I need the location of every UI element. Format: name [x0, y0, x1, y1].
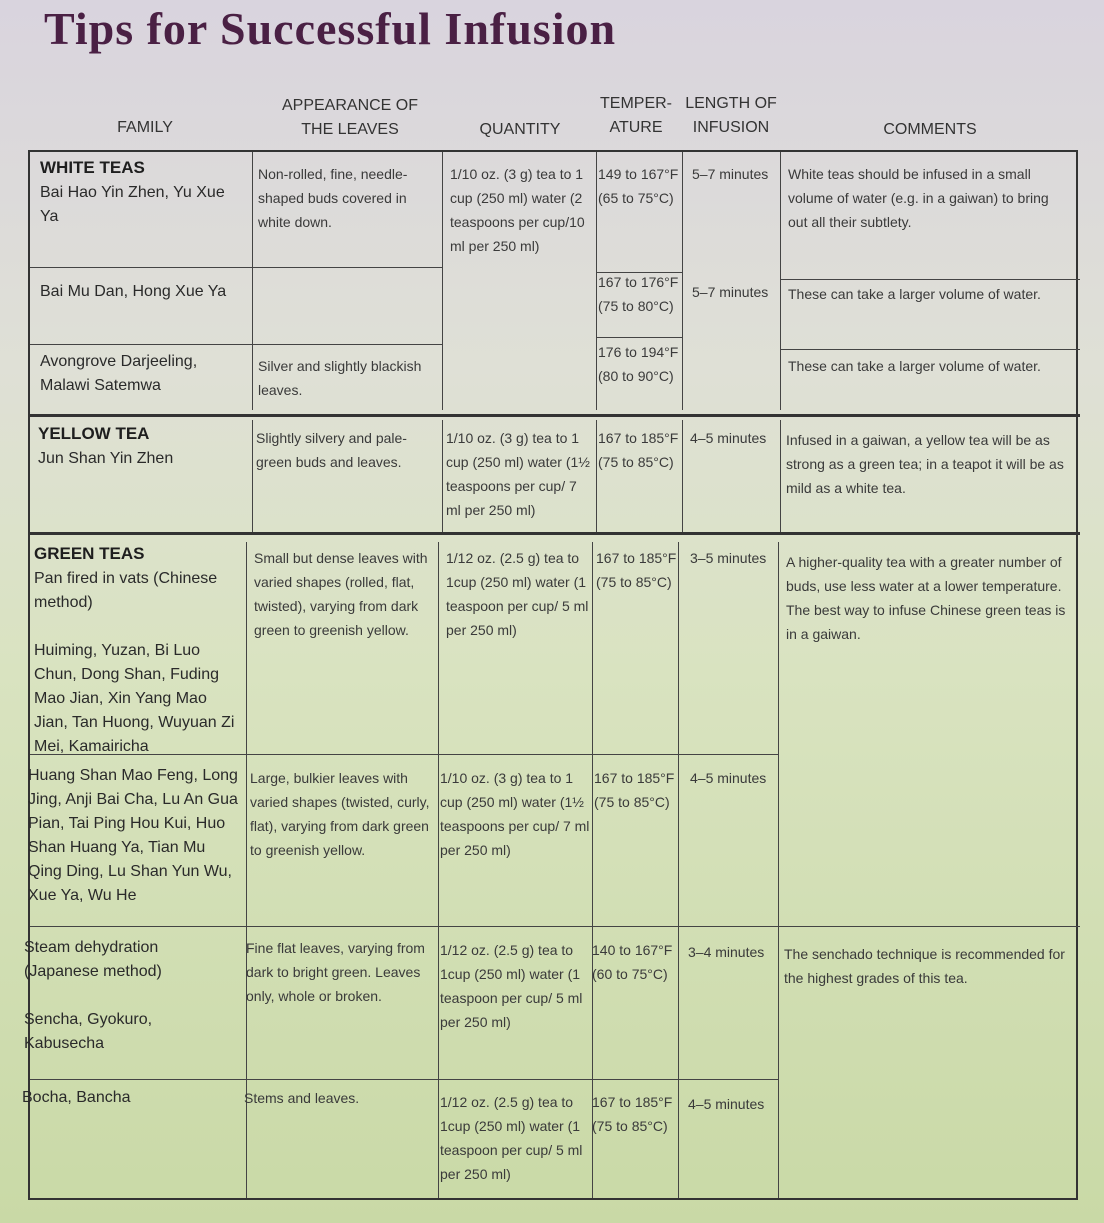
- row-divider: [596, 337, 682, 338]
- white-temp-2: 167 to 176°F (75 to 80°C): [598, 274, 679, 314]
- row-divider: [30, 344, 442, 345]
- col-divider: [442, 152, 443, 410]
- col-divider: [252, 152, 253, 410]
- yellow-quantity: 1/10 oz. (3 g) tea to 1 cup (250 ml) water (1½ teaspoons per cup/ 7 ml per 250 ml): [446, 430, 590, 518]
- header-comments: COMMENTS: [883, 121, 977, 138]
- green-comment-3: The senchado technique is recommended for the highest grades of this tea.: [784, 946, 1065, 986]
- green-family-3: Steam dehydration (Japanese method) Sencha, Gyokuro, Kabusecha: [24, 939, 162, 1052]
- row-divider: [30, 926, 1080, 927]
- green-temp-2: 167 to 185°F (75 to 85°C): [594, 770, 675, 810]
- green-length-1: 3–5 minutes: [690, 550, 767, 566]
- yellow-comment: Infused in a gaiwan, a yellow tea will be as strong as a green tea; in a teapot it will be as mild as a white tea.: [786, 432, 1064, 496]
- green-quantity-2: 1/10 oz. (3 g) tea to 1 cup (250 ml) water (1½ teaspoons per cup/ 7 ml per 250 ml): [440, 770, 590, 858]
- header-length: LENGTH OF INFUSION: [685, 95, 777, 136]
- page-title: Tips for Successful Infusion: [44, 3, 617, 54]
- yellow-temp: 167 to 185°F (75 to 85°C): [598, 430, 679, 470]
- green-temp-4: 167 to 185°F (75 to 85°C): [592, 1094, 673, 1134]
- green-quantity-3: 1/12 oz. (2.5 g) tea to 1cup (250 ml) water (1 teaspoon per cup/ 5 ml per 250 ml): [440, 942, 583, 1030]
- green-length-2: 4–5 minutes: [690, 770, 767, 786]
- col-divider: [596, 152, 597, 410]
- col-divider: [682, 152, 683, 410]
- green-family-4: Bocha, Bancha: [22, 1089, 131, 1106]
- white-family-2: Bai Mu Dan, Hong Xue Ya: [40, 283, 227, 300]
- yellow-family: YELLOW TEA Jun Shan Yin Zhen: [38, 424, 174, 467]
- header-family: FAMILY: [117, 119, 173, 136]
- header-appearance: APPEARANCE OF THE LEAVES: [281, 97, 419, 138]
- green-comment-1: A higher-quality tea with a greater number of buds, use less water at a lower temperature. The best way to infuse Chinese green teas is in a gaiwan.: [786, 554, 1066, 642]
- green-quantity-1: 1/12 oz. (2.5 g) tea to 1cup (250 ml) water (1 teaspoon per cup/ 5 ml per 250 ml): [446, 550, 589, 638]
- green-temp-1: 167 to 185°F (75 to 85°C): [596, 550, 677, 590]
- section-divider-yellow: [30, 414, 1080, 417]
- green-appearance-1: Small but dense leaves with varied shapes (rolled, flat, twisted), varying from dark green to greenish yellow.: [254, 550, 428, 638]
- white-appearance-3: Silver and slightly blackish leaves.: [258, 358, 422, 398]
- green-temp-3: 140 to 167°F (60 to 75°C): [592, 942, 673, 982]
- category-white-teas: WHITE TEAS: [40, 158, 145, 177]
- col-divider: [442, 420, 443, 532]
- white-temp-1: 149 to 167°F (65 to 75°C): [598, 166, 679, 206]
- row-divider: [780, 279, 1080, 280]
- yellow-appearance: Slightly silvery and pale-green buds and leaves.: [256, 430, 407, 470]
- green-length-3: 3–4 minutes: [688, 944, 765, 960]
- green-family-1: GREEN TEAS Pan fired in vats (Chinese method) Huiming, Yuzan, Bi Luo Chun, Dong Shan, Fuding Mao Jian, Xin Yang Mao Jian, Tan Huong, Wuyuan Zi Mei, Kamairicha: [34, 544, 235, 755]
- col-divider: [780, 152, 781, 410]
- category-green-teas: GREEN TEAS: [34, 544, 145, 563]
- white-comment-3: These can take a larger volume of water.: [788, 358, 1041, 374]
- white-appearance-1: Non-rolled, fine, needle-shaped buds covered in white down.: [258, 166, 408, 230]
- col-divider: [678, 542, 679, 1198]
- white-family-1: WHITE TEAS Bai Hao Yin Zhen, Yu Xue Ya: [40, 158, 225, 225]
- green-appearance-3: Fine flat leaves, varying from dark to bright green. Leaves only, whole or broken.: [246, 940, 425, 1004]
- row-divider: [30, 267, 442, 268]
- green-appearance-2: Large, bulkier leaves with varied shapes (twisted, curly, flat), varying from dark green to greenish yellow.: [250, 770, 430, 858]
- green-length-4: 4–5 minutes: [688, 1096, 765, 1112]
- col-divider: [252, 420, 253, 532]
- category-yellow-tea: YELLOW TEA: [38, 424, 150, 443]
- col-divider: [778, 542, 779, 1198]
- green-appearance-4: Stems and leaves.: [244, 1090, 360, 1106]
- col-divider: [596, 420, 597, 532]
- col-divider: [438, 542, 439, 1198]
- white-length-1: 5–7 minutes: [692, 166, 769, 182]
- col-divider: [780, 420, 781, 532]
- white-family-3: Avongrove Darjeeling, Malawi Satemwa: [40, 353, 198, 394]
- white-length-2: 5–7 minutes: [692, 284, 769, 300]
- white-quantity: 1/10 oz. (3 g) tea to 1 cup (250 ml) water (2 teaspoons per cup/10 ml per 250 ml): [450, 166, 585, 254]
- green-family-2: Huang Shan Mao Feng, Long Jing, Anji Bai Cha, Lu An Gua Pian, Tai Ping Hou Kui, Huo Shan Huang Ya, Tian Mu Qing Ding, Lu Shan Yun Wu, Xue Ya, Wu He: [28, 767, 238, 904]
- white-comment-2: These can take a larger volume of water.: [788, 286, 1041, 302]
- row-divider: [780, 349, 1080, 350]
- header-temperature: TEMPER-ATURE: [600, 95, 672, 136]
- header-quantity: QUANTITY: [479, 121, 561, 138]
- white-temp-3: 176 to 194°F (80 to 90°C): [598, 344, 679, 384]
- white-comment-1: White teas should be infused in a small volume of water (e.g. in a gaiwan) to bring out all their subtlety.: [788, 166, 1049, 230]
- col-divider: [682, 420, 683, 532]
- section-divider-green: [30, 532, 1080, 535]
- row-divider: [30, 1079, 778, 1080]
- yellow-length: 4–5 minutes: [690, 430, 767, 446]
- green-quantity-4: 1/12 oz. (2.5 g) tea to 1cup (250 ml) water (1 teaspoon per cup/ 5 ml per 250 ml): [440, 1094, 583, 1182]
